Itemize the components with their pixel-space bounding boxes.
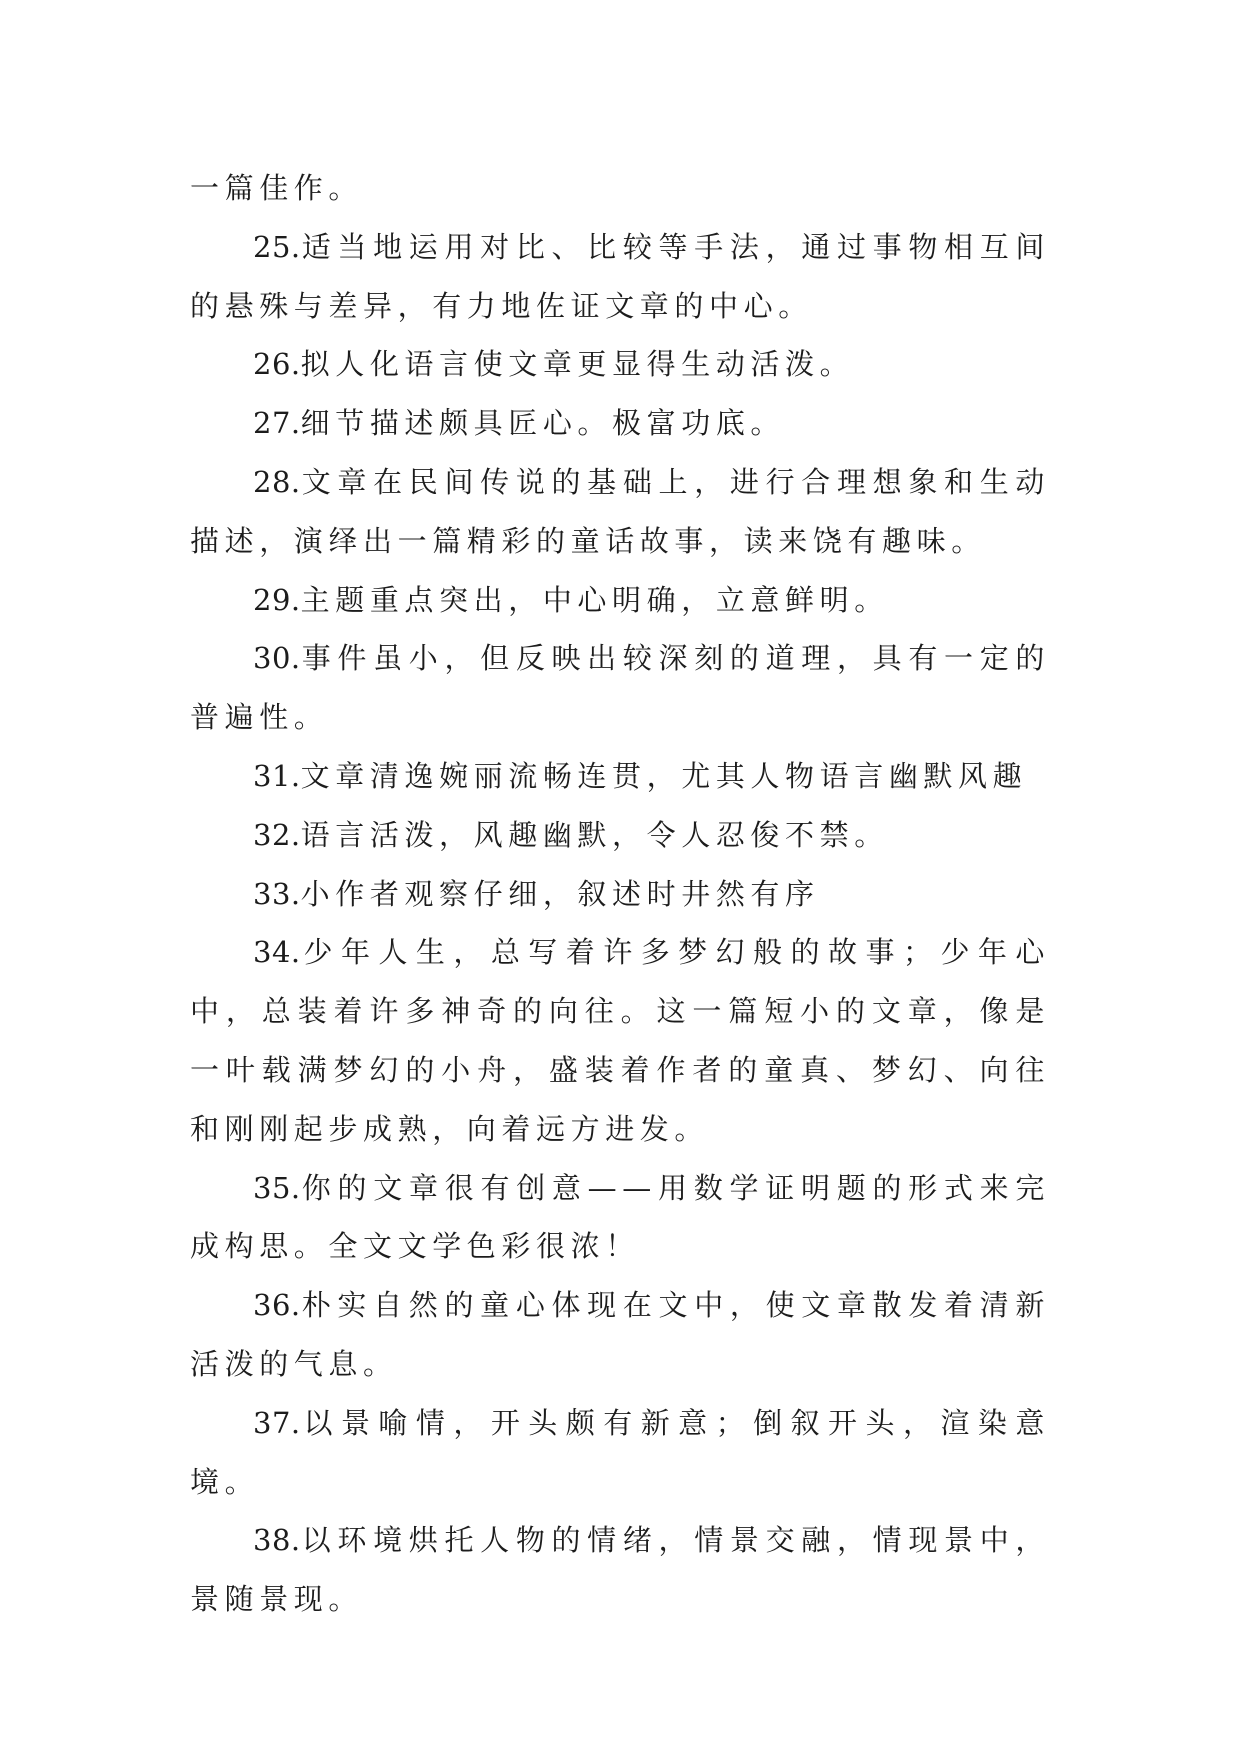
item-number: 28. [253,464,301,499]
paragraph-text: 小作者观察仔细，叙述时井然有序 [300,876,820,911]
paragraph-item-26 [190,335,1050,394]
paragraph-item-31 [190,747,1050,806]
item-number: 25. [253,229,301,264]
paragraph-text: 以景喻情，开头颇有新意；倒叙开头，渲染意境。 [190,1405,1050,1499]
paragraph-text: 你的文章很有创意——用数学证明题的形式来完成构思。全文文学色彩很浓！ [190,1170,1050,1264]
paragraph-text: 语言活泼，风趣幽默，令人忍俊不禁。 [300,817,889,852]
paragraph-continuation [190,159,1050,218]
item-number: 38. [253,1523,301,1558]
paragraph-item-27 [190,394,1050,453]
item-number: 35. [253,1170,301,1205]
paragraph-item-34 [190,923,1050,1158]
paragraph-text: 以环境烘托人物的情绪，情景交融，情现景中，景随景现。 [190,1523,1050,1617]
paragraph-text: 细节描述颇具匠心。极富功底。 [300,406,786,441]
paragraph-text: 拟人化语言使文章更显得生动活泼。 [300,347,855,382]
paragraph-text: 少年人生，总写着许多梦幻般的故事；少年心中，总装着许多神奇的向往。这一篇短小的文章，像是一叶载满梦幻的小舟，盛装着作者的童真、梦幻、向往和刚刚起步成熟，向着远方进发。 [190,935,1050,1146]
paragraph-item-29 [190,571,1050,630]
paragraph-item-38 [190,1511,1050,1629]
item-number: 37. [253,1405,301,1440]
paragraph-text: 文章清逸婉丽流畅连贯，尤其人物语言幽默风趣 [300,758,1028,793]
item-number: 32. [253,817,301,852]
item-number: 34. [253,935,301,970]
item-number: 33. [253,876,301,911]
paragraph-item-28 [190,453,1050,571]
item-number: 36. [253,1288,301,1323]
paragraph-item-36 [190,1276,1050,1394]
item-number: 29. [253,582,301,617]
paragraph-text: 适当地运用对比、比较等手法，通过事物相互间的悬殊与差异，有力地佐证文章的中心。 [190,229,1050,323]
paragraph-item-30 [190,629,1050,747]
item-number: 31. [253,758,301,793]
paragraph-text: 朴实自然的童心体现在文中，使文章散发着清新活泼的气息。 [190,1288,1050,1381]
paragraph-text: 主题重点突出，中心明确，立意鲜明。 [300,582,889,617]
paragraph-text: 一篇佳作。 [190,171,364,205]
paragraph-item-25 [190,218,1050,336]
item-number: 27. [253,406,301,441]
paragraph-text: 事件虽小，但反映出较深刻的道理，具有一定的普遍性。 [190,641,1050,735]
document-body [190,159,1050,1629]
paragraph-item-35 [190,1159,1050,1277]
paragraph-text: 文章在民间传说的基础上，进行合理想象和生动描述，演绎出一篇精彩的童话故事，读来饶有趣味。 [190,464,1050,558]
paragraph-item-32 [190,806,1050,865]
paragraph-item-37 [190,1394,1050,1512]
item-number: 26. [253,347,301,382]
item-number: 30. [253,641,301,676]
paragraph-item-33 [190,865,1050,924]
